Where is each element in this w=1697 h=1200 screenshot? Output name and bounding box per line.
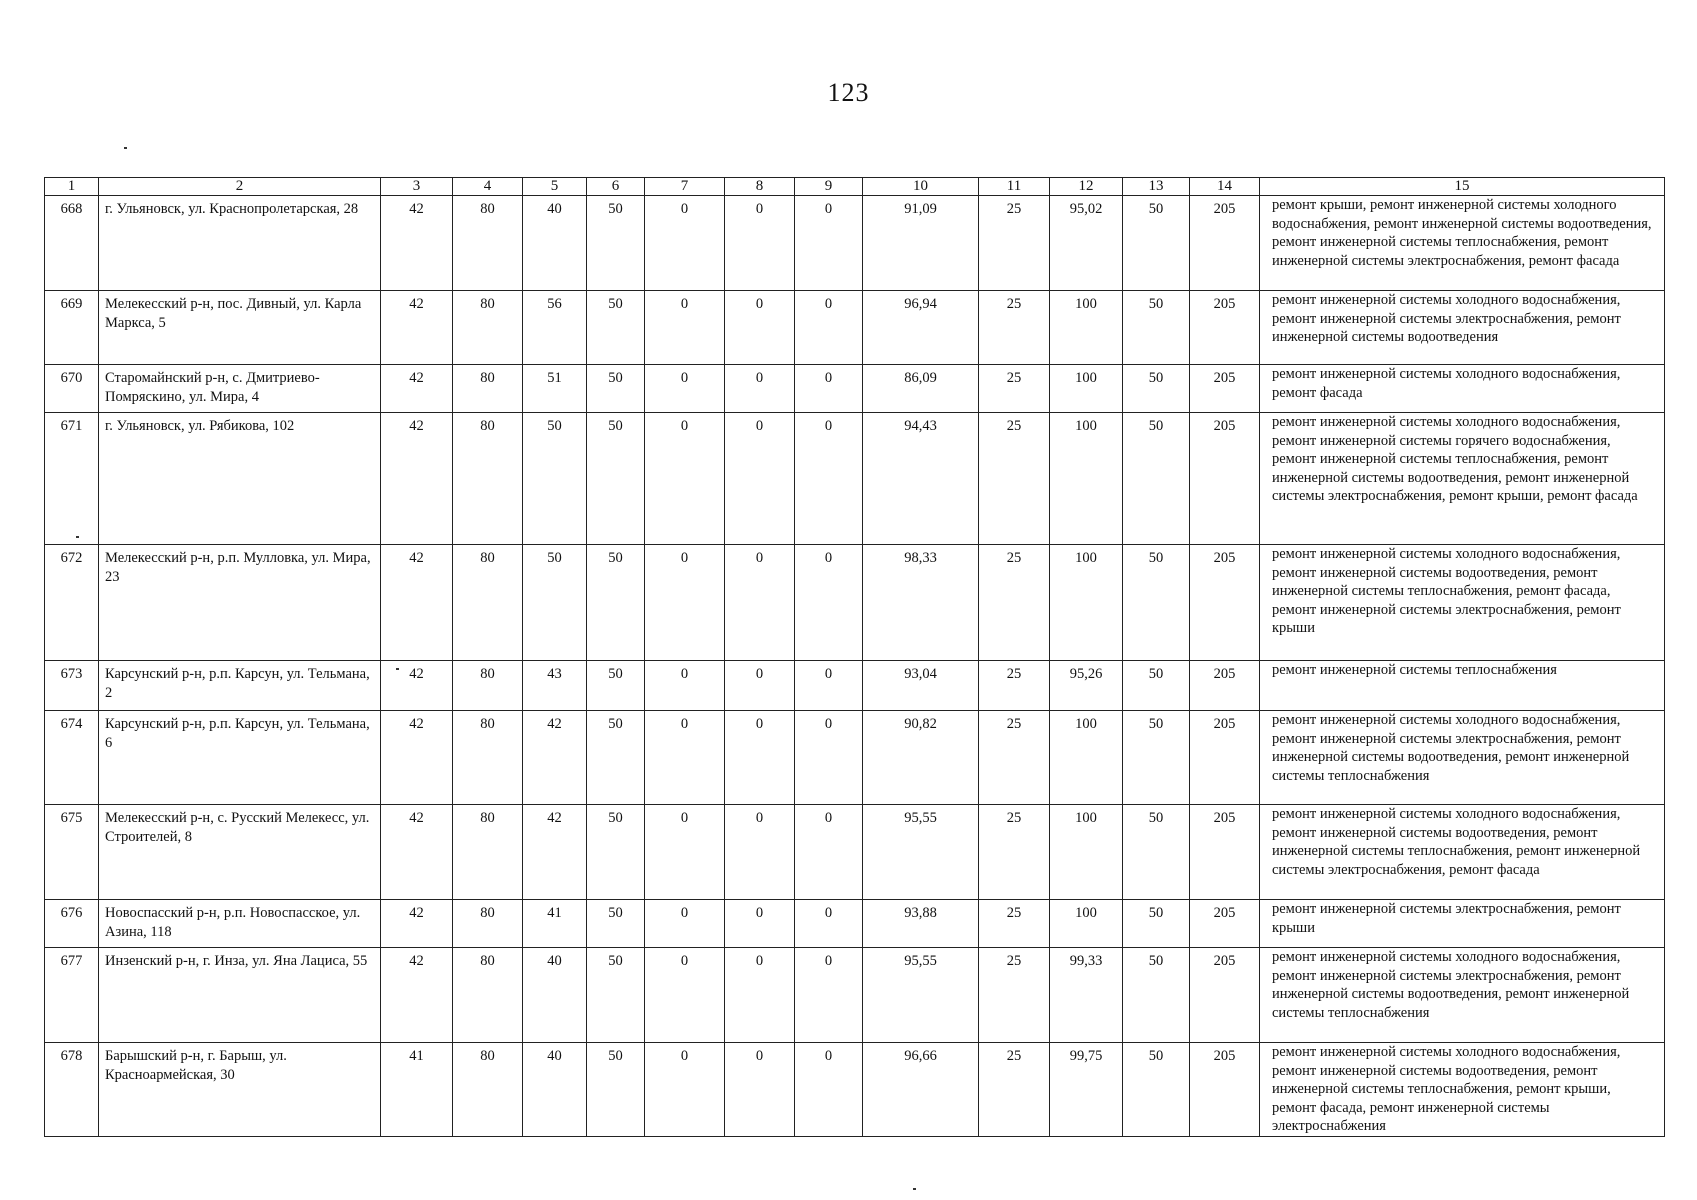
value-cell-c10: 90,82 — [863, 711, 979, 805]
value-cell-c3: 42 — [381, 948, 453, 1043]
value-cell-c5: 51 — [523, 365, 587, 413]
value-cell-c11: 25 — [979, 413, 1050, 545]
value-cell-c11: 25 — [979, 1043, 1050, 1137]
works-cell: ремонт крыши, ремонт инженерной системы холодного водоснабжения, ремонт инженерной системы водоотведения, ремонт инженерной системы теплоснабжения, ремонт инженерной системы электроснабжения, ремонт фасада — [1260, 196, 1665, 291]
column-number: 8 — [725, 178, 795, 196]
value-cell-c9: 0 — [795, 1043, 863, 1137]
value-cell-c7: 0 — [645, 948, 725, 1043]
value-cell-c9: 0 — [795, 291, 863, 365]
value-cell-c9: 0 — [795, 545, 863, 661]
value-cell-c13: 50 — [1123, 365, 1190, 413]
value-cell-c5: 42 — [523, 711, 587, 805]
row-number: 676 — [45, 900, 99, 948]
value-cell-c6: 50 — [587, 661, 645, 711]
value-cell-c14: 205 — [1190, 291, 1260, 365]
value-cell-c4: 80 — [453, 711, 523, 805]
value-cell-c14: 205 — [1190, 661, 1260, 711]
table-row — [45, 661, 1665, 711]
value-cell-c6: 50 — [587, 545, 645, 661]
value-cell-c11: 25 — [979, 196, 1050, 291]
value-cell-c8: 0 — [725, 711, 795, 805]
works-cell: ремонт инженерной системы холодного водоснабжения, ремонт фасада — [1260, 365, 1665, 413]
value-cell-c6: 50 — [587, 196, 645, 291]
value-cell-c9: 0 — [795, 900, 863, 948]
value-cell-c10: 95,55 — [863, 948, 979, 1043]
value-cell-c5: 50 — [523, 413, 587, 545]
value-cell-c8: 0 — [725, 291, 795, 365]
value-cell-c10: 94,43 — [863, 413, 979, 545]
value-cell-c5: 56 — [523, 291, 587, 365]
column-number: 9 — [795, 178, 863, 196]
value-cell-c6: 50 — [587, 1043, 645, 1137]
register-table — [44, 177, 1665, 1137]
value-cell-c14: 205 — [1190, 948, 1260, 1043]
value-cell-c12: 99,33 — [1050, 948, 1123, 1043]
value-cell-c9: 0 — [795, 196, 863, 291]
column-number: 4 — [453, 178, 523, 196]
value-cell-c4: 80 — [453, 291, 523, 365]
value-cell-c3: 42 — [381, 413, 453, 545]
value-cell-c9: 0 — [795, 948, 863, 1043]
value-cell-c3: 41 — [381, 1043, 453, 1137]
address-cell: г. Ульяновск, ул. Рябикова, 102 — [99, 413, 381, 545]
row-number: 672 — [45, 545, 99, 661]
table-row — [45, 196, 1665, 291]
value-cell-c8: 0 — [725, 661, 795, 711]
works-cell: ремонт инженерной системы теплоснабжения — [1260, 661, 1665, 711]
address-cell: Мелекесский р-н, с. Русский Мелекесс, ул. Строителей, 8 — [99, 805, 381, 900]
works-cell: ремонт инженерной системы электроснабжения, ремонт крыши — [1260, 900, 1665, 948]
value-cell-c14: 205 — [1190, 1043, 1260, 1137]
row-number: 678 — [45, 1043, 99, 1137]
works-cell: ремонт инженерной системы холодного водоснабжения, ремонт инженерной системы электроснабжения, ремонт инженерной системы водоотведения, ремонт инженерной системы теплоснабжения — [1260, 948, 1665, 1043]
value-cell-c6: 50 — [587, 948, 645, 1043]
column-number-row — [45, 178, 1665, 196]
address-cell: Инзенский р-н, г. Инза, ул. Яна Лациса, 55 — [99, 948, 381, 1043]
column-number: 2 — [99, 178, 381, 196]
table-row — [45, 365, 1665, 413]
column-number: 12 — [1050, 178, 1123, 196]
table-row — [45, 805, 1665, 900]
value-cell-c12: 100 — [1050, 413, 1123, 545]
value-cell-c4: 80 — [453, 365, 523, 413]
address-cell: Старомайнский р-н, с. Дмитриево-Помряскино, ул. Мира, 4 — [99, 365, 381, 413]
value-cell-c9: 0 — [795, 711, 863, 805]
row-number: 670 — [45, 365, 99, 413]
value-cell-c13: 50 — [1123, 948, 1190, 1043]
value-cell-c3: 42 — [381, 365, 453, 413]
value-cell-c7: 0 — [645, 1043, 725, 1137]
value-cell-c7: 0 — [645, 661, 725, 711]
value-cell-c7: 0 — [645, 805, 725, 900]
value-cell-c8: 0 — [725, 196, 795, 291]
value-cell-c10: 86,09 — [863, 365, 979, 413]
column-number: 14 — [1190, 178, 1260, 196]
value-cell-c11: 25 — [979, 365, 1050, 413]
address-cell: Карсунский р-н, р.п. Карсун, ул. Тельмана, 6 — [99, 711, 381, 805]
value-cell-c7: 0 — [645, 900, 725, 948]
value-cell-c13: 50 — [1123, 545, 1190, 661]
value-cell-c4: 80 — [453, 1043, 523, 1137]
value-cell-c8: 0 — [725, 948, 795, 1043]
value-cell-c13: 50 — [1123, 1043, 1190, 1137]
value-cell-c12: 95,02 — [1050, 196, 1123, 291]
value-cell-c7: 0 — [645, 413, 725, 545]
address-cell: Мелекесский р-н, р.п. Мулловка, ул. Мира, 23 — [99, 545, 381, 661]
value-cell-c14: 205 — [1190, 805, 1260, 900]
value-cell-c8: 0 — [725, 1043, 795, 1137]
value-cell-c6: 50 — [587, 365, 645, 413]
value-cell-c14: 205 — [1190, 900, 1260, 948]
value-cell-c4: 80 — [453, 948, 523, 1043]
value-cell-c6: 50 — [587, 805, 645, 900]
value-cell-c13: 50 — [1123, 196, 1190, 291]
value-cell-c14: 205 — [1190, 711, 1260, 805]
value-cell-c3: 42 — [381, 196, 453, 291]
value-cell-c10: 96,94 — [863, 291, 979, 365]
value-cell-c3: 42 — [381, 900, 453, 948]
value-cell-c8: 0 — [725, 900, 795, 948]
value-cell-c11: 25 — [979, 291, 1050, 365]
value-cell-c12: 95,26 — [1050, 661, 1123, 711]
value-cell-c11: 25 — [979, 545, 1050, 661]
address-cell: Барышский р-н, г. Барыш, ул. Красноармейская, 30 — [99, 1043, 381, 1137]
value-cell-c13: 50 — [1123, 661, 1190, 711]
value-cell-c4: 80 — [453, 196, 523, 291]
value-cell-c5: 40 — [523, 196, 587, 291]
value-cell-c8: 0 — [725, 805, 795, 900]
column-number: 11 — [979, 178, 1050, 196]
value-cell-c3: 42 — [381, 291, 453, 365]
value-cell-c8: 0 — [725, 545, 795, 661]
value-cell-c9: 0 — [795, 805, 863, 900]
row-number: 671 — [45, 413, 99, 545]
table-row — [45, 900, 1665, 948]
value-cell-c14: 205 — [1190, 545, 1260, 661]
table-row — [45, 948, 1665, 1043]
table-row — [45, 711, 1665, 805]
value-cell-c4: 80 — [453, 900, 523, 948]
value-cell-c14: 205 — [1190, 196, 1260, 291]
value-cell-c6: 50 — [587, 291, 645, 365]
value-cell-c11: 25 — [979, 900, 1050, 948]
value-cell-c9: 0 — [795, 365, 863, 413]
value-cell-c5: 43 — [523, 661, 587, 711]
value-cell-c4: 80 — [453, 545, 523, 661]
value-cell-c7: 0 — [645, 196, 725, 291]
row-number: 675 — [45, 805, 99, 900]
page-number: 123 — [827, 78, 870, 107]
value-cell-c12: 100 — [1050, 365, 1123, 413]
value-cell-c12: 99,75 — [1050, 1043, 1123, 1137]
value-cell-c6: 50 — [587, 711, 645, 805]
column-number: 3 — [381, 178, 453, 196]
value-cell-c4: 80 — [453, 661, 523, 711]
column-number: 1 — [45, 178, 99, 196]
value-cell-c7: 0 — [645, 291, 725, 365]
row-number: 674 — [45, 711, 99, 805]
value-cell-c3: 42 — [381, 661, 453, 711]
value-cell-c12: 100 — [1050, 805, 1123, 900]
value-cell-c10: 96,66 — [863, 1043, 979, 1137]
column-number: 5 — [523, 178, 587, 196]
value-cell-c10: 95,55 — [863, 805, 979, 900]
value-cell-c5: 40 — [523, 948, 587, 1043]
value-cell-c4: 80 — [453, 413, 523, 545]
value-cell-c8: 0 — [725, 413, 795, 545]
value-cell-c14: 205 — [1190, 413, 1260, 545]
works-cell: ремонт инженерной системы холодного водоснабжения, ремонт инженерной системы водоотведения, ремонт инженерной системы теплоснабжения, ремонт фасада, ремонт инженерной системы электроснабжения, ремонт крыши — [1260, 545, 1665, 661]
value-cell-c3: 42 — [381, 711, 453, 805]
works-cell: ремонт инженерной системы холодного водоснабжения, ремонт инженерной системы электроснабжения, ремонт инженерной системы водоотведения, ремонт инженерной системы теплоснабжения — [1260, 711, 1665, 805]
value-cell-c12: 100 — [1050, 711, 1123, 805]
value-cell-c12: 100 — [1050, 545, 1123, 661]
column-number: 7 — [645, 178, 725, 196]
works-cell: ремонт инженерной системы холодного водоснабжения, ремонт инженерной системы горячего водоснабжения, ремонт инженерной системы теплоснабжения, ремонт инженерной системы водоотведения, ремонт инженерной системы электроснабжения, ремонт крыши, ремонт фасада — [1260, 413, 1665, 545]
column-number: 13 — [1123, 178, 1190, 196]
table-row — [45, 291, 1665, 365]
value-cell-c7: 0 — [645, 711, 725, 805]
works-cell: ремонт инженерной системы холодного водоснабжения, ремонт инженерной системы водоотведения, ремонт инженерной системы теплоснабжения, ремонт инженерной системы электроснабжения, ремонт фасада — [1260, 805, 1665, 900]
value-cell-c5: 50 — [523, 545, 587, 661]
address-cell: Мелекесский р-н, пос. Дивный, ул. Карла Маркса, 5 — [99, 291, 381, 365]
row-number: 673 — [45, 661, 99, 711]
value-cell-c8: 0 — [725, 365, 795, 413]
value-cell-c4: 80 — [453, 805, 523, 900]
value-cell-c10: 93,04 — [863, 661, 979, 711]
value-cell-c10: 91,09 — [863, 196, 979, 291]
value-cell-c10: 93,88 — [863, 900, 979, 948]
value-cell-c3: 42 — [381, 545, 453, 661]
column-number: 6 — [587, 178, 645, 196]
address-cell: г. Ульяновск, ул. Краснопролетарская, 28 — [99, 196, 381, 291]
row-number: 669 — [45, 291, 99, 365]
column-number: 15 — [1260, 178, 1665, 196]
works-cell: ремонт инженерной системы холодного водоснабжения, ремонт инженерной системы электроснабжения, ремонт инженерной системы водоотведения — [1260, 291, 1665, 365]
value-cell-c13: 50 — [1123, 291, 1190, 365]
value-cell-c14: 205 — [1190, 365, 1260, 413]
works-cell: ремонт инженерной системы холодного водоснабжения, ремонт инженерной системы водоотведения, ремонт инженерной системы теплоснабжения, ремонт крыши, ремонт фасада, ремонт инженерной системы электроснабжения — [1260, 1043, 1665, 1137]
table-row — [45, 413, 1665, 545]
value-cell-c5: 42 — [523, 805, 587, 900]
value-cell-c11: 25 — [979, 948, 1050, 1043]
value-cell-c13: 50 — [1123, 413, 1190, 545]
value-cell-c9: 0 — [795, 661, 863, 711]
value-cell-c12: 100 — [1050, 900, 1123, 948]
column-number: 10 — [863, 178, 979, 196]
value-cell-c5: 41 — [523, 900, 587, 948]
value-cell-c12: 100 — [1050, 291, 1123, 365]
address-cell: Карсунский р-н, р.п. Карсун, ул. Тельмана, 2 — [99, 661, 381, 711]
value-cell-c11: 25 — [979, 711, 1050, 805]
value-cell-c11: 25 — [979, 661, 1050, 711]
value-cell-c9: 0 — [795, 413, 863, 545]
address-cell: Новоспасский р-н, р.п. Новоспасское, ул. Азина, 118 — [99, 900, 381, 948]
value-cell-c3: 42 — [381, 805, 453, 900]
row-number: 668 — [45, 196, 99, 291]
value-cell-c6: 50 — [587, 413, 645, 545]
table-row — [45, 545, 1665, 661]
value-cell-c7: 0 — [645, 545, 725, 661]
value-cell-c13: 50 — [1123, 711, 1190, 805]
value-cell-c13: 50 — [1123, 900, 1190, 948]
value-cell-c5: 40 — [523, 1043, 587, 1137]
row-number: 677 — [45, 948, 99, 1043]
value-cell-c13: 50 — [1123, 805, 1190, 900]
value-cell-c11: 25 — [979, 805, 1050, 900]
value-cell-c7: 0 — [645, 365, 725, 413]
table-row — [45, 1043, 1665, 1137]
value-cell-c10: 98,33 — [863, 545, 979, 661]
value-cell-c6: 50 — [587, 900, 645, 948]
